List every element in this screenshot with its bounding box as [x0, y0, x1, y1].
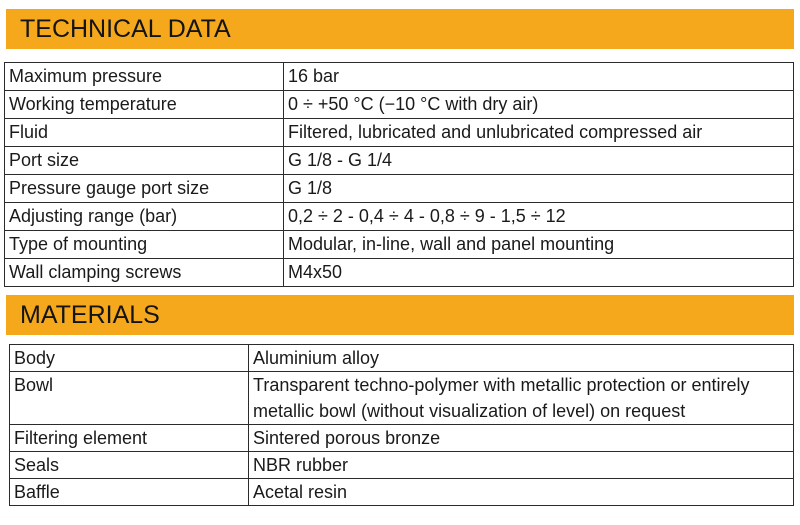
material-label: Seals	[10, 452, 249, 479]
material-value: Aluminium alloy	[249, 345, 794, 372]
spec-label: Working temperature	[5, 91, 284, 119]
spec-label: Wall clamping screws	[5, 259, 284, 287]
spec-value: Filtered, lubricated and unlubricated compressed air	[284, 119, 794, 147]
material-label: Baffle	[10, 479, 249, 506]
spec-value: M4x50	[284, 259, 794, 287]
material-value: Sintered porous bronze	[249, 425, 794, 452]
technical-data-table	[4, 62, 794, 287]
table-row	[5, 91, 794, 119]
spec-label: Fluid	[5, 119, 284, 147]
spec-label: Port size	[5, 147, 284, 175]
material-value: Acetal resin	[249, 479, 794, 506]
technical-data-title: TECHNICAL DATA	[20, 14, 231, 43]
technical-data-header	[6, 9, 794, 49]
spec-label: Adjusting range (bar)	[5, 203, 284, 231]
table-row	[5, 63, 794, 91]
spec-label: Maximum pressure	[5, 63, 284, 91]
materials-title: MATERIALS	[20, 300, 160, 329]
materials-table	[9, 344, 794, 506]
material-value: NBR rubber	[249, 452, 794, 479]
table-row	[5, 119, 794, 147]
material-label: Bowl	[10, 372, 249, 425]
material-label: Filtering element	[10, 425, 249, 452]
spec-label: Pressure gauge port size	[5, 175, 284, 203]
table-row	[10, 452, 794, 479]
material-value: Transparent techno-polymer with metallic protection or entirely metallic bowl (without visualization of level) on request	[249, 372, 794, 425]
table-row	[10, 425, 794, 452]
spec-value: Modular, in-line, wall and panel mounting	[284, 231, 794, 259]
spec-value: 0 ÷ +50 °C (−10 °C with dry air)	[284, 91, 794, 119]
table-row	[10, 372, 794, 425]
table-row	[10, 479, 794, 506]
table-row	[5, 203, 794, 231]
table-row	[5, 231, 794, 259]
spec-value: 16 bar	[284, 63, 794, 91]
table-row	[5, 175, 794, 203]
spec-label: Type of mounting	[5, 231, 284, 259]
material-label: Body	[10, 345, 249, 372]
spec-value: G 1/8 - G 1/4	[284, 147, 794, 175]
table-row	[5, 259, 794, 287]
materials-header	[6, 295, 794, 335]
table-row	[10, 345, 794, 372]
spec-value: 0,2 ÷ 2 - 0,4 ÷ 4 - 0,8 ÷ 9 - 1,5 ÷ 12	[284, 203, 794, 231]
spec-value: G 1/8	[284, 175, 794, 203]
table-row	[5, 147, 794, 175]
